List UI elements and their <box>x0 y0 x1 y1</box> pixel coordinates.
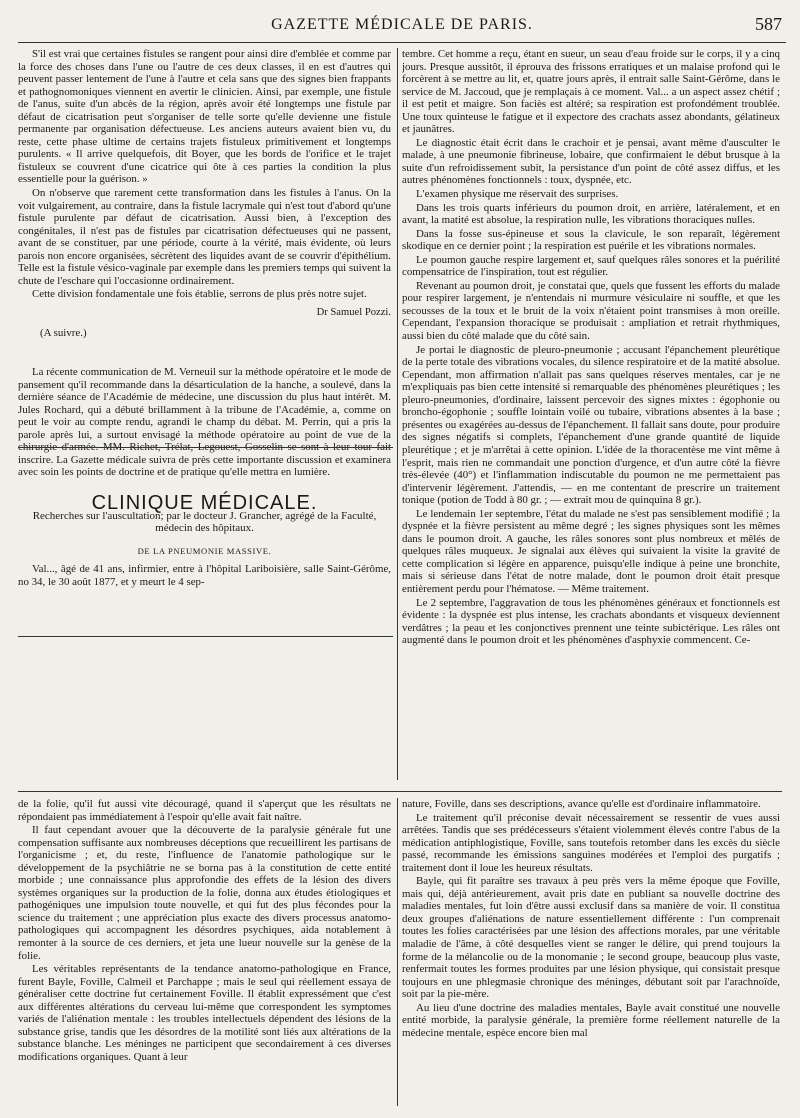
article-paragraph: Au lieu d'une doctrine des maladies mentales, Bayle avait constitué une nouvelle entité morbide, la paralysie générale, la première forme réellement naturelle de la médecine mentale, espèce encore bien mal <box>402 1001 780 1039</box>
article-paragraph: Le diagnostic était écrit dans le crachoir et je pensai, avant même d'ausculter le malade, à une pneumonie fibrineuse, lobaire, que confirmaient le début brusque à la suite d'un refroidissement subit, la persistance d'un point de côté assez diffus, et les autres phénomènes fonctionnels : toux, dyspnée, etc. <box>402 136 780 187</box>
top-left-column <box>18 48 391 783</box>
case-intro-paragraph: Val..., âgé de 41 ans, infirmier, entre à l'hôpital Lariboisière, salle Saint-Gérôme, no 34, le 30 août 1877, et y meurt le 4 sep- <box>18 563 391 588</box>
column-divider <box>397 48 398 780</box>
feuilleton-separator <box>18 791 782 792</box>
section-title: CLINIQUE MÉDICALE. <box>91 491 318 514</box>
column-divider <box>397 798 398 1106</box>
article-paragraph: Bayle, qui fit paraître ses travaux à peu près vers la même époque que Foville, mais qui, déjà antérieurement, avait pris date en publiant sa nouvelle doctrine des maladies mentales, fut loin d'être aussi exclusif dans sa manière de voir. Il constitua deux groupes d'aliénations de nature essentiellement différente : l'un comprenait toutes les folies caractérisées par une lésion des affections morales, par une véritable maladie de l'âme, à côté desquelles vient se ranger le délire, qui prend toujours la forme de la mélancolie ou de la monomanie ; le second groupe, beaucoup plus vaste, renfermait toutes les formes produites par une lésion physique, qui consistait presque toujours en une phlegmasie chronique des méninges, débutant soit par l'arachnoïde, soit par la pie-mère. <box>402 875 780 1001</box>
page-header <box>18 14 786 36</box>
article-byline: Recherches sur l'auscultation; par le docteur J. Grancher, agrégé de la Faculté, médecin des hôpitaux. <box>32 509 377 535</box>
article-paragraph: Le poumon gauche respire largement et, sauf quelques râles sonores et la puérilité compensatrice de l'inspiration, tout est régulier. <box>402 253 780 279</box>
section-separator <box>18 447 393 448</box>
article-paragraph: Revenant au poumon droit, je constatai que, quels que fussent les efforts du malade pour respirer largement, je n'entendais ni murmure vésiculaire ni souffle, et que les secousses de la toux et le bruit de la voix n'étaient point transmises à mon oreille. Cependant, l'expansion thoracique se produisait : ampliation et retrait rhythmiques, aussi bien du côté malade que du côté sain. <box>402 279 780 343</box>
article-paragraph: de la folie, qu'il fut aussi vite découragé, quand il s'aperçut que les résultats ne répondaient pas immédiatement à l'espoir qu'elle avait fait naître. <box>18 798 391 823</box>
header-rule <box>18 42 786 43</box>
bottom-right-column <box>402 798 780 1108</box>
article-paragraph: Le traitement qu'il préconise devait nécessairement se ressentir de vues aussi arrêtées. Tandis que ses prédécesseurs s'étaient violemment élevés contre l'abus de la médication antiphlogistique, Foville, sans toutefois retomber dans les excès du siècle passé, recommande les émissions sanguines modérées et l'emploi des purgatifs ; traitement dont il loue les heureux résultats. <box>402 811 780 874</box>
article-paragraph: On n'observe que rarement cette transformation dans les fistules à l'anus. On la voit vulgairement, au contraire, dans la fistule lacrymale qui n'est tout d'abord qu'une fistule purulente par défaut de cicatrisation. Aussi bien, à l'exception des congénitales, il n'est pas de fistules par cicatrisation défectueuses qui ne passent, avant de se constituer, par une période, courte à la vérité, mais évidente, où leurs parois non encore organisées, sécrètent des liquides avant de se couvrir d'épithélium. Telle est la fistule vésico-vaginale par exemple dans les premiers temps qui suivent la chute de l'eschare qui l'occasionne ordinairement. <box>18 187 391 287</box>
article-paragraph: S'il est vrai que certaines fistules se rangent pour ainsi dire d'emblée et comme par la force des choses dans l'une ou l'autre de ces deux classes, il en est d'autres qui peuvent passer lentement de l'une à l'autre et cela sans que des signes bien frappants et pathognomoniques viennent en avertir le clinicien. Ainsi, par exemple, une fistule de l'anus, suite d'un abcès de la région, après avoir été longtemps une fistule par défaut de cicatrisation peut s'organiser de telle sorte qu'elle devienne une fistule permanente par organisation défectueuse. Les anciens auteurs avaient bien vu, du reste, cette phase ultime de certains trajets fistuleux primitivement et longtemps purulents. « Il arrive quelquefois, dit Boyer, que les bords de l'orifice et le trajet fistuleux se couvrent d'une cicatrice qui ôte à ces parties la condition la plus essentielle pour la guérison. » <box>18 48 391 186</box>
author-signature: Dr Samuel Pozzi. <box>316 306 391 318</box>
article-paragraph: nature, Foville, dans ses descriptions, avance qu'elle est d'ordinaire inflammatoire. <box>402 798 761 810</box>
journal-title: GAZETTE MÉDICALE DE PARIS. <box>271 16 533 33</box>
to-be-continued-note: (A suivre.) <box>40 327 87 340</box>
top-right-column <box>402 48 780 783</box>
article-paragraph: Les véritables représentants de la tendance anatomo-pathologique en France, furent Bayle, Foville, Calmeil et Parchappe ; mais le seul qui réellement essaya de généraliser cette doctrine fut certainement Foville. Il établit expressément que c'est aux différentes altérations du cerveau lui-même que correspondent les symptomes variés de l'aliénation mentale : les troubles intellectuels dépendent des lésions de la substance grise, tandis que les désordres de la motilité sont liés aux altérations de la substance blanche. Les méninges ne participent que secondairement à ces diverses modifications organiques. Quant à leur <box>18 963 391 1063</box>
article-paragraph: Dans la fosse sus-épineuse et sous la clavicule, le son reparaît, légèrement skodique en ce dernier point ; la respiration est puérile et les vibrations normales. <box>402 227 780 253</box>
article-paragraph: L'examen physique me réservait des surprises. <box>416 188 619 201</box>
article-paragraph: Le 2 septembre, l'aggravation de tous les phénomènes généraux et fonctionnels est évidente : la dyspnée est plus intense, les crachats abondants et visqueux deviennent verdâtres ; la peau et les conjonctives prennent une teinte subictérique. Les râles ont augmenté dans le poumon droit et les phénomènes d'asphyxie commencent. Ce- <box>402 596 780 647</box>
article-subheading: DE LA PNEUMONIE MASSIVE. <box>137 545 272 556</box>
page-number: 587 <box>755 14 782 34</box>
bottom-left-column <box>18 798 391 1108</box>
article-paragraph: Dans les trois quarts inférieurs du poumon droit, en arrière, latéralement, et en avant, la matité est absolue, la respiration nulle, les vibrations thoraciques nulles. <box>402 201 780 227</box>
spacer <box>18 340 391 366</box>
article-paragraph: Je portai le diagnostic de pleuro-pneumonie ; accusant l'épanchement pleurétique de la perte totale des vibrations vocales, du silence respiratoire et de la matité absolue. Cependant, mon affirmation n'allait pas sans quelques réserves mentales, car je ne m'expliquais pas bien cette intensité si remarquable des phénomènes pleurétiques ; les pleuro-pneumonies, d'ordinaire, laissent percevoir des signes mixtes : égophonie ou broncho-égophonie ; souffle lointain voilé ou tubaire, vibrations absentes à la base ; présentes ou exagérées au-dessus de l'épanchement. Il fallait sans doute, pour produire des signes négatifs si complets, l'épanchement d'une grande quantité de liquide pleurétique ; et je m'arrêtai à cette opinion. L'idée de la thoracentèse me vint même à l'esprit, mais rien ne commandait une ponction d'urgence, et d'un autre côté la fièvre très-élevée (40°) et l'inflammation indiscutable du poumon ne me permettaient pas d'intervenir légèrement. J'attendis, — en me contentant de prescrire un traitement tonique (potion de Todd à 80 gr. ; — extrait mou de quinquina 8 gr.). <box>402 343 780 507</box>
article-paragraph: Il faut cependant avouer que la découverte de la paralysie générale fut une compensation suffisante aux nombreuses déceptions que recueillirent les partisans de l'organicisme ; et, du reste, l'influence de l'anatomie pathologique sur le développement de la psychiâtrie ne se borna pas à la constitution de cette entité morbide ; une connaissance plus approfondie des effets de la lésion des divers systèmes organiques sur la production de la folie, donna aux études étiologiques et pathogéniques une impulsion toute nouvelle, et qui fut des plus fécondes pour la science du traitement ; une appréciation plus exacte des divers processus anatomo-pathologiques qui accompagnent les désordres psychiques, aida notablement à remonter à la source de ces derniers, et jeta une lueur nouvelle sur la genèse de la folie. <box>18 824 391 962</box>
article-paragraph: Cette division fondamentale une fois établie, serrons de plus près notre sujet. <box>32 288 367 301</box>
section-separator <box>18 636 393 637</box>
article-paragraph: tembre. Cet homme a reçu, étant en sueur, un seau d'eau froide sur le corps, il y a cinq jours. Presque aussitôt, il éprouva des frissons erratiques et un malaise profond qui le forcèrent à se mettre au lit, et, quatre jours après, il entrait salle Saint-Gérôme, dans le service de M. Jaccoud, que je remplaçais à ce moment. Val... a un aspect assez chétif ; il est petit et maigre. Son faciès est altéré; sa respiration est profondément troublée. Une toux quinteuse le fatigue et il expectore des crachats assez abondants, gélatineux et jaunâtres. <box>402 48 780 136</box>
article-paragraph: Le lendemain 1er septembre, l'état du malade ne s'est pas sensiblement modifié ; la dyspnée et la fièvre persistent au même degré ; les signes physiques sont les mêmes dans le poumon droit. A gauche, les râles sonores sont plus nombreux et mêlés de quelques râles muqueux. Je signalai aux élèves qui suivaient la visite la gravité de cette complication si légère en apparence, puisqu'elle indique à peine une bronchite, mais si sérieuse dans l'état de notre malade, dont le poumon droit était presque entièrement perdu pour l'hématose. — Même traitement. <box>402 507 780 595</box>
announcement-paragraph: La récente communication de M. Verneuil sur la méthode opératoire et le mode de pansement qu'il recommande dans la désarticulation de la hanche, a soulevé, dans la dernière séance de l'Académie de médecine, une discussion du plus haut intérêt. M. Jules Rochard, qui a débuté brillamment à la tribune de l'Académie, a, comme on peut le voir au compte rendu, agrandi le champ du débat. M. Perrin, qui a pris la parole après lui, a surtout envisagé la méthode opératoire au point de vue de la chirurgie d'armée. MM. Richet, Trélat, Legouest, Gosselin se sont à leur tour fait inscrire. La Gazette médicale suivra de près cette importante discussion et examinera avec soin les points de doctrine et de pratique qu'elle mettra en lumière. <box>18 366 391 479</box>
